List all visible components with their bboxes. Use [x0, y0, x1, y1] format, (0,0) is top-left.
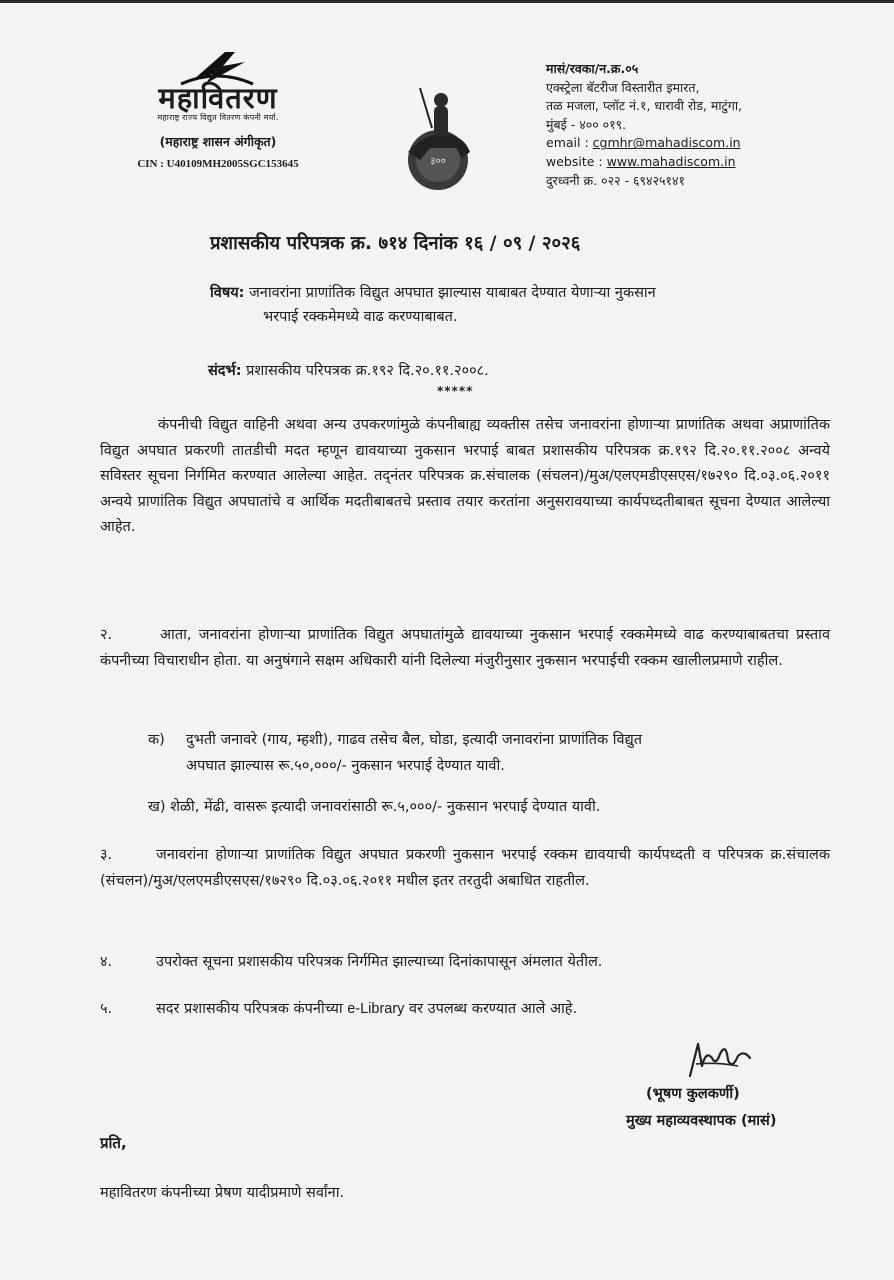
list-item-ka-line-2: अपघात झाल्यास रू.५०,०००/- नुकसान भरपाई देण्यात यावी.: [186, 757, 505, 774]
email-label: email :: [546, 135, 593, 151]
e-library-text: e-Library: [347, 1001, 405, 1017]
website-label: website :: [546, 153, 607, 169]
paragraph-2-text: आता, जनावरांना होणाऱ्या प्राणांतिक विद्युत अपघातांमुळे द्यावयाच्या नुकसान भरपाई रक्कमेमध्ये वाढ करण्याबाबतचा प्रस्ताव कंपनीच्या विचाराधीन होता. या अनुषंगाने सक्षम अधिकारी यांनी दिलेल्या मंजुरीनुसार नुकसान भरपाईची रक्कम खालीलप्रमाणे राहील.: [100, 627, 830, 669]
office-address: [546, 60, 876, 190]
signatory-name: (भूषण कुलकर्णी): [646, 1086, 740, 1102]
address-line: एक्स्ट्रेला बॅटरीज विस्तारीत इमारत,: [546, 79, 700, 95]
equestrian-emblem-icon: [386, 82, 490, 194]
signatory-block: [626, 1081, 826, 1135]
subject-block: [210, 281, 840, 329]
paragraph-number: २.: [100, 627, 113, 643]
paragraph-number: ४.: [100, 954, 113, 970]
list-item-ka-line-1: दुभती जनावरे (गाय, म्हशी), गाढव तसेच बैल, घोडा, इत्यादी जनावरांना प्राणांतिक विद्युत: [186, 732, 642, 748]
subject-line-2: भरपाई रक्कमेमध्ये वाढ करण्याबाबत.: [263, 309, 458, 325]
email-line: [546, 134, 876, 153]
address-line: मुंबई - ४०० ०१९.: [546, 116, 627, 132]
paragraph-4-text: उपरोक्त सूचना प्रशासकीय परिपत्रक निर्गमित झाल्याच्या दिनांकापासून अंमलात येतील.: [156, 954, 603, 970]
subject-line-1: जनावरांना प्राणांतिक विद्युत अपघात झाल्यास याबाबत देण्यात येणाऱ्या नुकसान: [249, 285, 656, 301]
website-link[interactable]: www.mahadiscom.in: [606, 153, 736, 169]
reference-block: [208, 360, 489, 380]
government-undertaking: (महाराष्ट्र शासन अंगीकृत): [159, 134, 277, 149]
company-logo: [118, 50, 318, 170]
signatory-designation: मुख्य महाव्यवस्थापक (मासं): [626, 1113, 777, 1129]
reference-label: संदर्भ:: [208, 363, 242, 379]
phone-line: दुरध्वनी क्र. ०२२ - ६९४२५१४१: [546, 172, 686, 188]
website-line: [546, 153, 876, 172]
address-line: तळ मजला, प्लॉट नं.१, धारावी रोड, माटुंगा,: [546, 98, 743, 114]
reference-code: मासं/रवका/न.क्र.०५: [546, 61, 639, 76]
list-item-kha: ख) शेळी, मेंढी, वासरू इत्यादी जनावरांसाठी रू.५,०००/- नुकसान भरपाई देण्यात यावी.: [148, 799, 601, 815]
paragraph-5-text: सदर प्रशासकीय परिपत्रक कंपनीच्या: [156, 1001, 348, 1017]
paragraph-1: कंपनीची विद्युत वाहिनी अथवा अन्य उपकरणांमुळे कंपनीबाह्य व्यक्तीस तसेच जनावरांना होणाऱ्या प्राणांतिक अथवा अप्राणांतिक विद्युत अपघात प्रकरणी तातडीची मदत म्हणून द्यावयाच्या नुकसान भरपाई बाबत प्रशासकीय परिपत्रक क्र.१९२ दि.२०.११.२००८ अन्वये सविस्तर सूचना निर्गमित करण्यात आलेल्या आहेत. तद्नंतर परिपत्रक क्र.संचालक (संचलन)/मुअ/एलएमडीएसएस/१७२९० दि.०३.०६.२०११ अन्वये प्राणांतिक विद्युत अपघातांचे व आर्थिक मदतीबाबतचे प्रस्ताव तयार करतांना अनुसरावयाच्या कार्यपध्दतीबाबत सूचना देण्यात आलेल्या आहेत.: [100, 417, 830, 536]
list-item-ka: [148, 728, 830, 779]
cin-number: CIN : U40109MH2005SGC153645: [137, 158, 299, 170]
subject-label: विषय:: [210, 285, 245, 301]
handwritten-signature: [676, 1036, 766, 1084]
list-item-marker: क): [148, 732, 165, 748]
paragraph-5-text-end: वर उपलब्ध करण्यात आले आहे.: [404, 1001, 578, 1017]
to-label: प्रति,: [100, 1134, 127, 1152]
recipients-line: महावितरण कंपनीच्या प्रेषण यादीप्रमाणे सर्वांना.: [100, 1185, 345, 1201]
paragraph-5: [100, 997, 830, 1023]
paragraph-number: ५.: [100, 1001, 113, 1017]
logo-tagline: महाराष्ट्र राज्य विद्युत वितरण कंपनी मर्या.: [157, 113, 279, 122]
reference-text: प्रशासकीय परिपत्रक क्र.१९२ दि.२०.११.२००८.: [246, 363, 489, 379]
circular-title: प्रशासकीय परिपत्रक क्र. ७१४ दिनांक १६ / ०९ / २०२६: [210, 233, 581, 254]
paragraph-3: [100, 843, 830, 894]
logo-wordmark: महावितरण: [158, 81, 278, 115]
svg-text:३००: ३००: [430, 156, 446, 167]
paragraph-3-text: जनावरांना होणाऱ्या प्राणांतिक विद्युत अपघात प्रकरणी नुकसान भरपाई रक्कम द्यावयाची कार्यपध्दती व परिपत्रक क्र.संचालक (संचलन)/मुअ/एलएमडीएसएस/१७२९० दि.०३.०६.२०११ मधील इतर तरतुदी अबाधित राहतील.: [100, 847, 830, 889]
separator: *****: [437, 384, 474, 398]
paragraph-number: ३.: [100, 847, 113, 863]
page-top-edge: [0, 0, 894, 3]
paragraph-4: [100, 950, 830, 976]
email-link[interactable]: cgmhr@mahadiscom.in: [592, 135, 741, 151]
paragraph-2: [100, 623, 830, 674]
